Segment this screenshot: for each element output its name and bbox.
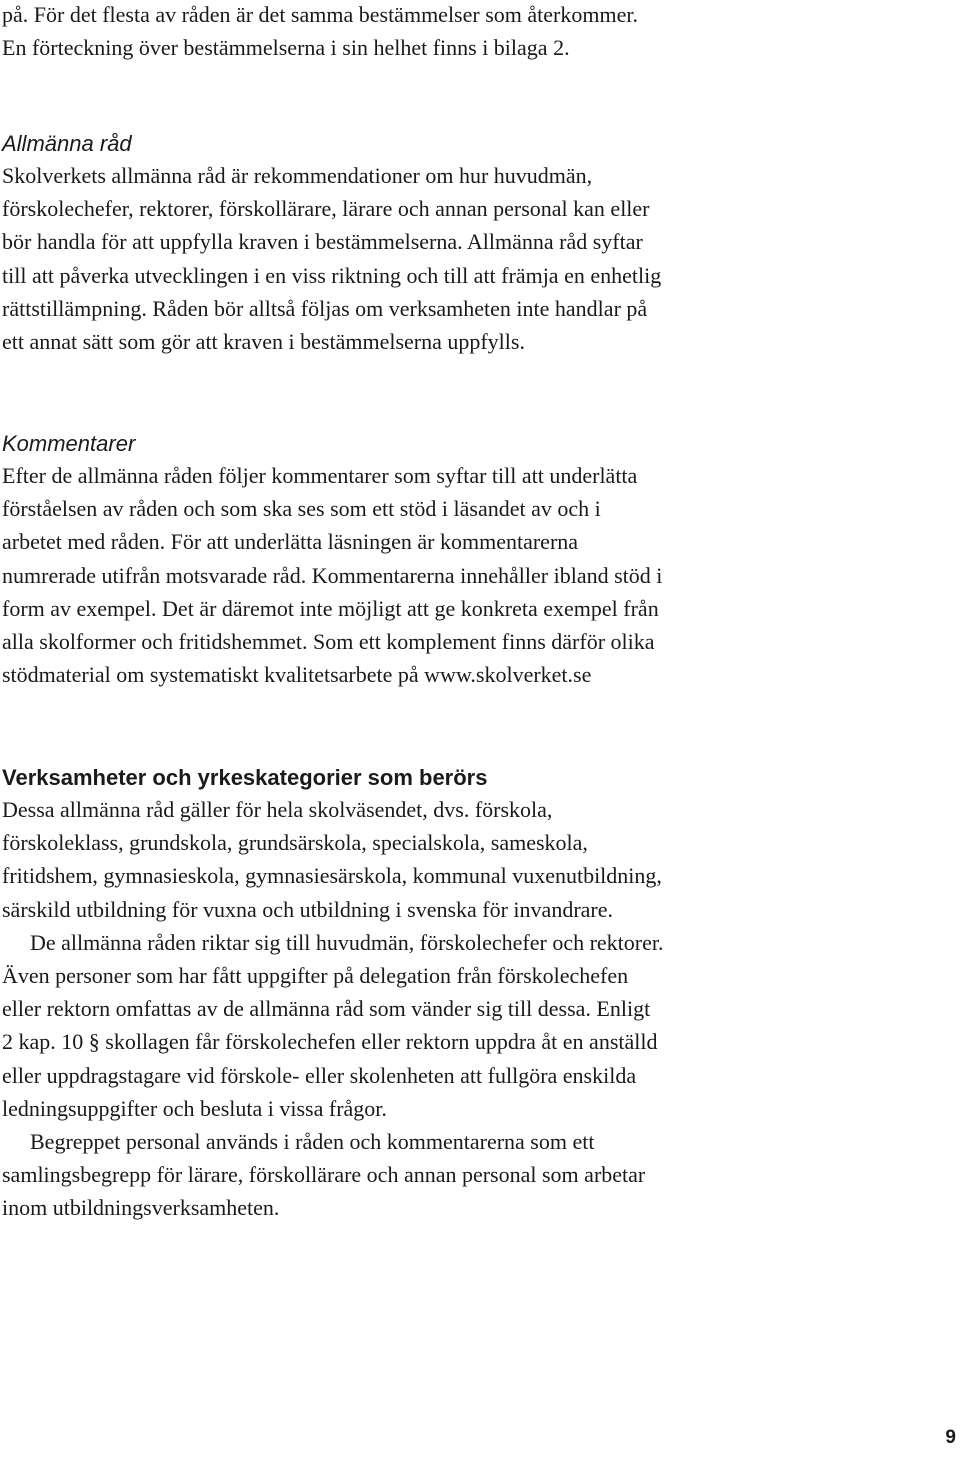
verksamheter-heading: Verksamheter och yrkeskategorier som berörs xyxy=(2,765,488,790)
kommentarer-paragraph: Efter de allmänna råden följer kommentarer som syftar till att underlätta förståelsen av råden och som ska ses som ett stöd i läsandet av och i arbetet med råden. För att underlätta läsningen är kommentarerna numrerade utifrån motsvarade råd. Kommentarerna innehåller ibland stöd i form av exempel. Det är däremot inte möjligt att ge konkreta exempel från alla skolformer och fritidshemmet. Som ett komplement finns därför olika stödmaterial om systematiskt kvalitetsarbete på www.skolverket.se xyxy=(2,463,663,688)
intro-block xyxy=(2,0,664,64)
allmanna-rad-heading: Allmänna råd xyxy=(2,131,132,156)
kommentarer-section xyxy=(2,429,664,691)
verksamheter-section xyxy=(2,763,664,1225)
page-number: 9 xyxy=(945,1427,956,1448)
allmanna-rad-paragraph: Skolverkets allmänna råd är rekommendationer om hur huvudmän, förskolechefer, rektorer, förskollärare, lärare och annan personal kan eller bör handla för att uppfylla kraven i bestämmelserna. Allmänna råd syftar till att påverka utvecklingen i en viss riktning och till att främja en enhetlig rättstillämpning. Råden bör alltså följas om verksamheten inte handlar på ett annat sätt som gör att kraven i bestämmelserna uppfylls. xyxy=(2,163,662,355)
kommentarer-heading: Kommentarer xyxy=(2,431,136,456)
verksamheter-paragraph-3: Begreppet personal används i råden och kommentarerna som ett samlingsbegrepp för lärare, förskollärare och annan personal som arbetar inom utbildningsverksamheten. xyxy=(2,1129,646,1221)
verksamheter-paragraph-2: De allmänna råden riktar sig till huvudmän, förskolechefer och rektorer. Även personer som har fått uppgifter på delegation från förskolechefen eller rektorn omfattas av de allmänna råd som vänder sig till dessa. Enligt 2 kap. 10 § skollagen får förskolechefen eller rektorn uppdra åt en anställd eller uppdragstagare vid förskole- eller skolenheten att fullgöra enskilda ledningsuppgifter och besluta i vissa frågor. xyxy=(2,929,664,1121)
allmanna-rad-section xyxy=(2,129,664,358)
intro-paragraph: på. För det flesta av råden är det samma bestämmelser som återkommer. En förteckning över bestämmelserna i sin helhet finns i bilaga 2. xyxy=(2,2,638,61)
verksamheter-paragraph-1: Dessa allmänna råd gäller för hela skolväsendet, dvs. förskola, förskoleklass, grundskola, grundsärskola, specialskola, sameskola, fritidshem, gymnasieskola, gymnasiesärskola, kommunal vuxenutbildning, särskild utbildning för vuxna och utbildning i svenska för invandrare. xyxy=(2,797,662,922)
